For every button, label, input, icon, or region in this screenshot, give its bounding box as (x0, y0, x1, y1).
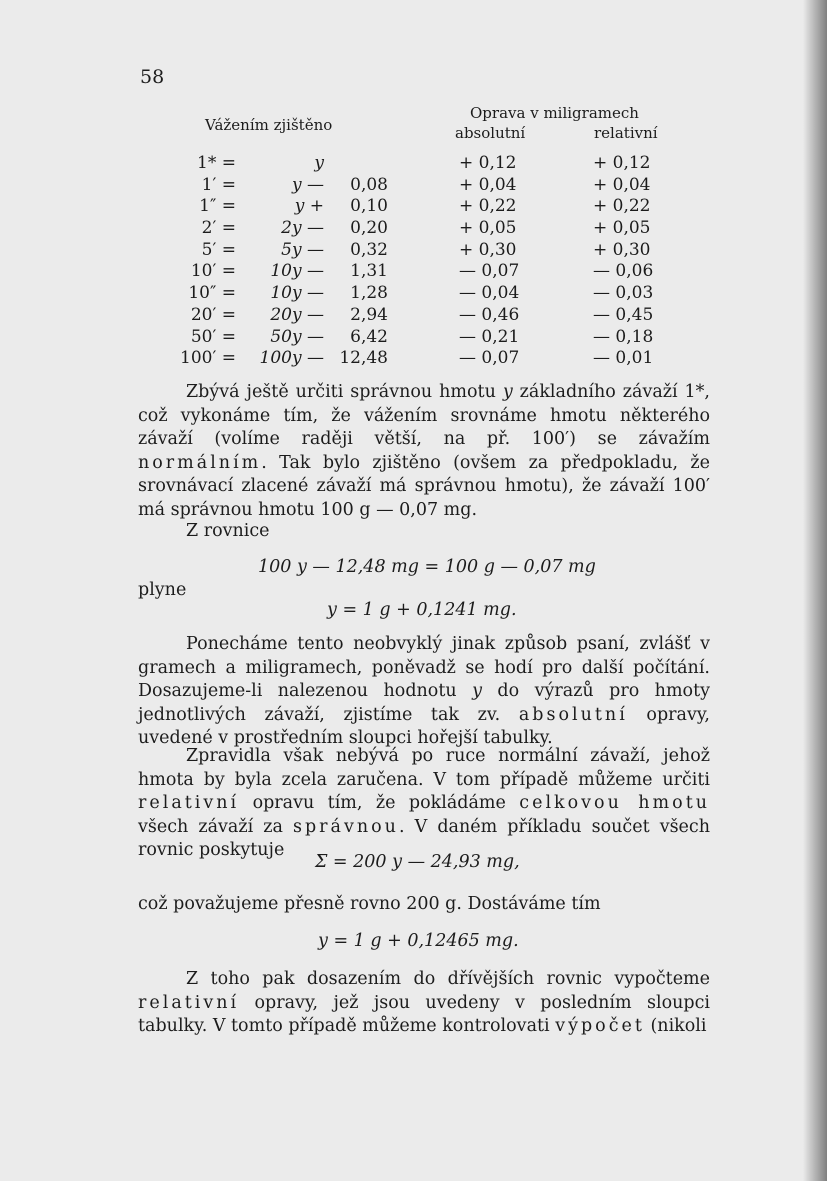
table-cell-offset: 0,20 (350, 218, 388, 239)
table-cell-offset: 1,31 (350, 261, 388, 282)
variable-y: y (472, 681, 482, 702)
table-cell-relative: — 0,03 (593, 283, 654, 304)
table-cell-relative: + 0,30 (593, 239, 651, 260)
table-cell-offset: 6,42 (350, 326, 388, 347)
paragraph-4 (138, 745, 710, 863)
p4-text-c: opravu tím, že pokládáme (239, 793, 520, 814)
paragraph-6 (138, 968, 710, 1039)
table-cell-weight: 20′ = (190, 304, 236, 325)
table-cell-weight: 1′ = (201, 174, 236, 195)
spaced-text: výpočet (555, 1016, 645, 1037)
table-cell-absolute: — 0,07 (459, 348, 520, 369)
paragraph-3 (138, 633, 710, 751)
table-cell-absolute: — 0,04 (459, 283, 520, 304)
page-edge-shadow (803, 0, 827, 1181)
table-cell-absolute: + 0,30 (459, 239, 517, 260)
spaced-text: celkovou hmotu (519, 793, 710, 814)
table-cell-offset: 12,48 (339, 348, 388, 369)
p3-text-e: opravy, uvedené v prostředním sloupci hořejší tabulky. (138, 704, 710, 749)
variable-y: y (502, 382, 513, 402)
table-cell-absolute: — 0,21 (459, 326, 520, 347)
table-cell-offset: 0,08 (350, 174, 388, 195)
equation-3: Σ = 200 y — 24,93 mg, (315, 852, 520, 872)
table-header-absolute: absolutní (455, 124, 526, 142)
table-cell-expression: 100y — (259, 348, 324, 369)
p6-text-a: Z toho pak dosazením do dřívějších rovnic vypočteme (186, 969, 710, 989)
table-cell-relative: — 0,18 (593, 326, 654, 347)
table-cell-weight: 2′ = (201, 218, 236, 239)
table-cell-relative: + 0,22 (593, 196, 651, 217)
table-cell-expression: 50y — (270, 326, 324, 347)
p4-text-a: Zpravidla však nebývá po ruce normální závaží, jehož hmota by byla zcela zaručena. V tom případě můžeme určiti (138, 746, 710, 790)
table-cell-absolute: + 0,05 (459, 218, 517, 239)
p6-text-c: opravy, jež jsou uvedeny v posledním sloupci tabulky. V tomto případě můžeme kontrolovati (138, 992, 710, 1037)
table-cell-expression: 10y — (270, 261, 324, 282)
table-cell-absolute: — 0,07 (459, 261, 520, 282)
table-cell-offset: 0,10 (350, 196, 388, 217)
paragraph-2: Z rovnice (186, 521, 270, 541)
table-cell-weight: 1″ = (199, 196, 236, 217)
table-cell-offset: 2,94 (350, 304, 388, 325)
table-cell-expression: y + (294, 196, 324, 217)
table-cell-expression: y — (291, 174, 324, 195)
table-cell-weight: 10′ = (190, 261, 236, 282)
table-cell-expression: 10y — (270, 283, 324, 304)
p1-text-e: . Tak bylo zjištěno (ovšem za předpokladu, že srovnávací zlacené závaží má správnou hmotu), že závaží 100′ má správnou hmotu 100 g — 0,07 mg. (138, 452, 710, 520)
table-header-correction: Oprava v miligramech (470, 104, 639, 122)
table-cell-expression: 2y — (281, 218, 324, 239)
table-cell-offset: 1,28 (350, 283, 388, 304)
p3-text-a: Ponecháme tento neobvyklý jinak způsob psaní, zvlášť v gramech a miligramech, poněvadž se hodí pro další počítání. Dosazujeme-li nalezenou hodnotu (138, 634, 710, 702)
p4-text-e: všech závaží za (138, 816, 293, 837)
equation-1: 100 y — 12,48 mg = 100 g — 0,07 mg (258, 557, 596, 577)
table-cell-absolute: — 0,46 (459, 304, 520, 325)
paragraph-1 (138, 381, 710, 523)
paragraph-5: což považujeme přesně rovno 200 g. Dostáváme tím (138, 894, 601, 914)
table-header-measured: Vážením zjištěno (205, 116, 333, 134)
table-cell-weight: 10″ = (188, 283, 236, 304)
spaced-text: normálním (138, 452, 262, 473)
table-cell-relative: — 0,01 (593, 348, 654, 369)
table-cell-relative: — 0,45 (593, 304, 654, 325)
equation-4: y = 1 g + 0,12465 mg. (318, 931, 519, 951)
table-cell-expression: 20y — (270, 304, 324, 325)
spaced-text: absolutní (518, 704, 628, 725)
table-cell-weight: 1* = (197, 153, 236, 173)
table-cell-relative: — 0,06 (593, 261, 654, 282)
p1-text-c: základního závaží 1*, což vykonáme tím, že vážením srovnáme hmotu některého závaží (volíme raději větší, na př. 100′) se závažím (138, 382, 710, 450)
column-absolute (459, 153, 539, 370)
table-header-relative: relativní (594, 124, 658, 142)
table-cell-absolute: + 0,04 (459, 174, 517, 195)
table-cell-expression: y (314, 153, 324, 173)
table-cell-absolute: + 0,12 (459, 153, 517, 173)
column-expression (242, 153, 324, 370)
p6-text-e: (nikoli (644, 1016, 707, 1037)
table-cell-absolute: + 0,22 (459, 196, 517, 217)
equation-2: y = 1 g + 0,1241 mg. (327, 600, 517, 620)
column-relative (593, 153, 673, 370)
table-cell-relative: + 0,12 (593, 153, 651, 173)
table-cell-relative: + 0,05 (593, 218, 651, 239)
p3-text-c: do výrazů pro hmoty jednotlivých závaží, zjistíme tak zv. (138, 681, 710, 725)
spaced-text: správnou (293, 816, 399, 837)
column-weight (170, 153, 236, 370)
page-number: 58 (140, 66, 165, 88)
p1-text-a: Zbývá ještě určiti správnou hmotu (186, 382, 503, 402)
spaced-text: relativní (138, 992, 240, 1013)
table-cell-expression: 5y — (281, 239, 324, 260)
table-cell-weight: 100′ = (180, 348, 236, 369)
word-plyne: plyne (138, 580, 187, 600)
spaced-text: relativní (138, 793, 240, 814)
column-offset (328, 153, 388, 370)
table-cell-relative: + 0,04 (593, 174, 651, 195)
table-cell-offset (328, 153, 388, 175)
table-cell-offset: 0,32 (350, 239, 388, 260)
table-cell-weight: 5′ = (201, 239, 236, 260)
p4-text-g: . V daném příkladu součet všech rovnic poskytuje (138, 816, 710, 861)
table-cell-weight: 50′ = (190, 326, 236, 347)
